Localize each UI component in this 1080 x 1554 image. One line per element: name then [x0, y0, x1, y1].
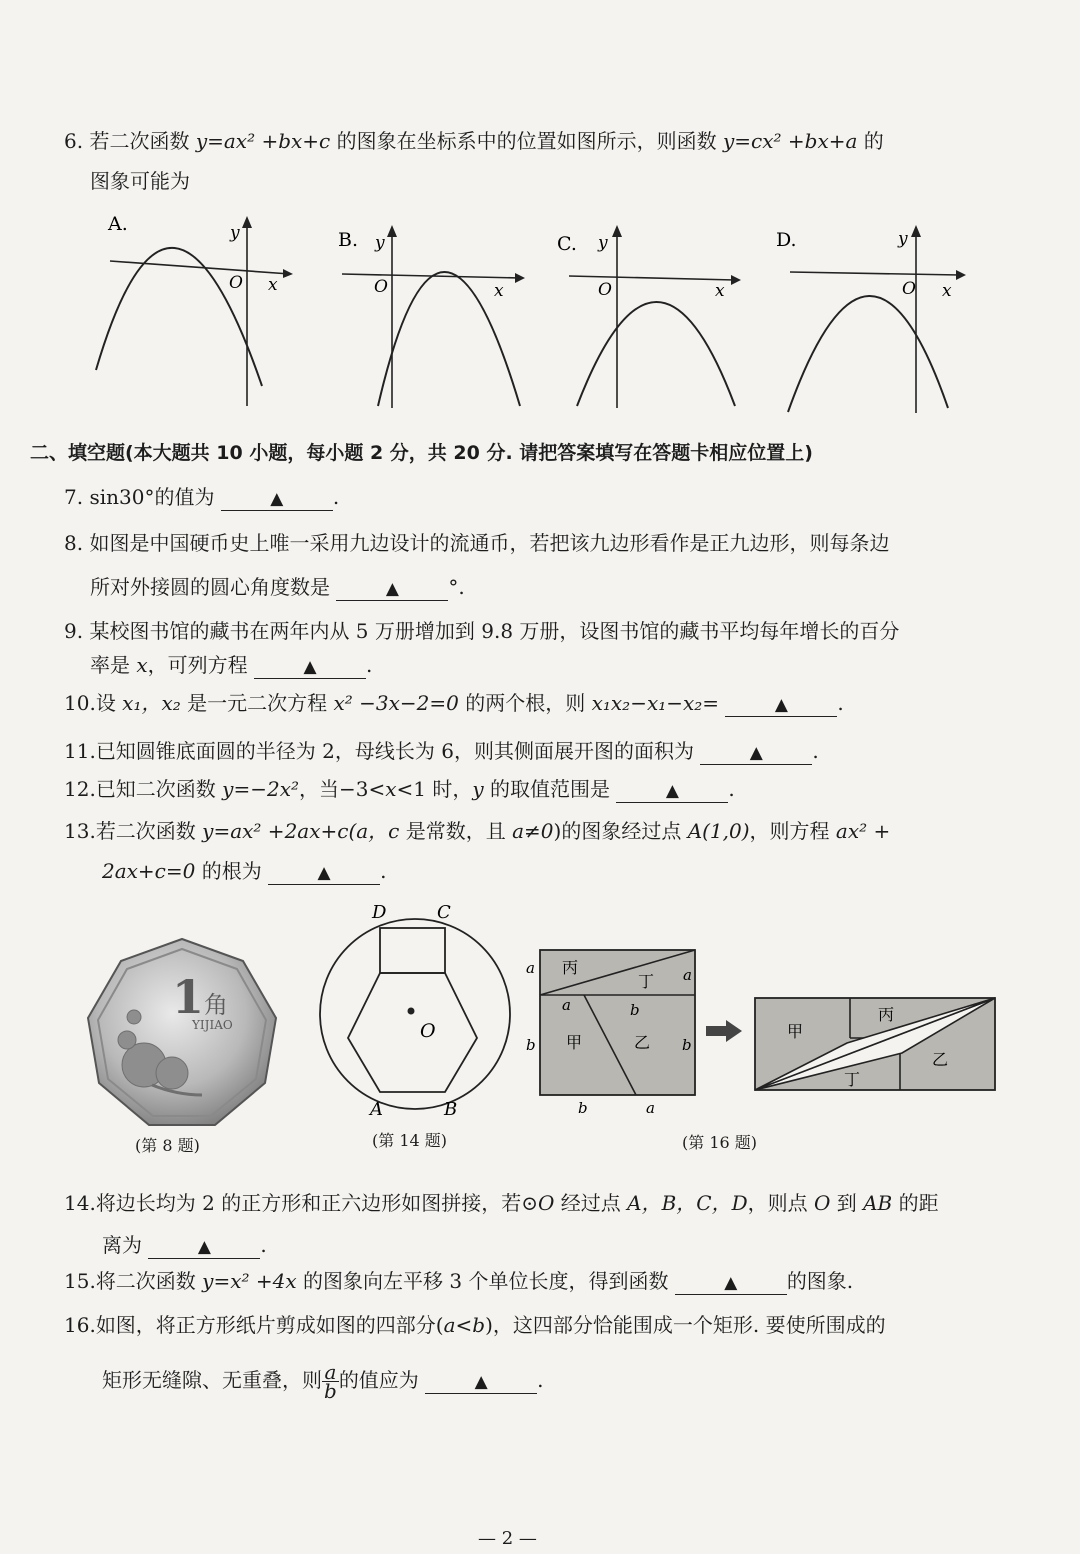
q12-answer-blank[interactable] — [616, 778, 728, 803]
q9-number: 9. — [64, 619, 84, 643]
fig14-circle — [320, 919, 510, 1109]
q14-end: . — [260, 1233, 267, 1257]
q7-number: 7. — [64, 485, 84, 509]
fig16-sq-bing: 丙 — [562, 958, 579, 977]
q13-formula-2: a≠0 — [512, 819, 554, 843]
q11-end: . — [812, 739, 819, 763]
fig16-sq-yi: 乙 — [634, 1033, 651, 1052]
q6-formula-1: y=ax² +bx+c — [195, 129, 331, 153]
fig16-square-diagram — [518, 945, 708, 1120]
q10-end: . — [837, 691, 844, 715]
q12-end: . — [728, 777, 735, 801]
q6-line2 — [90, 168, 190, 194]
q7-end: . — [332, 485, 340, 509]
q7-text: sin30°的值为 — [89, 485, 215, 509]
q9-text-b: ，可列方程 — [147, 653, 248, 677]
fig14-label-d: D — [372, 902, 387, 923]
q13-line2 — [102, 858, 386, 885]
q13-formula-3: A(1,0) — [687, 819, 750, 843]
q12-text-c: <1 时， — [396, 777, 473, 801]
q16-text-line2a: 矩形无缝隙、无重叠，则 — [102, 1368, 322, 1392]
q8-text-line1: 如图是中国硬币史上唯一采用九边设计的流通币，若把该九边形看作是正九边形，则每条边 — [89, 531, 890, 555]
q6-a-y-label: y — [230, 223, 240, 243]
q16-fraction — [322, 1360, 339, 1403]
q14-text-b: 经过点 — [554, 1191, 628, 1215]
fig14-label-a: A — [370, 1099, 383, 1120]
q6-b-y-label: y — [375, 233, 385, 253]
fig14-center-point — [408, 1008, 415, 1015]
fig14-caption: (第 14 题) — [372, 1131, 448, 1150]
fig16-sq-b-bottom: b — [578, 1099, 588, 1117]
q13-text-c: )的图象经过点 — [553, 819, 688, 843]
q6-text-a: 若二次函数 — [89, 129, 196, 153]
q16-condition: a<b — [443, 1313, 486, 1337]
fig16-sq-jia: 甲 — [566, 1033, 583, 1052]
q9-line2 — [90, 652, 372, 679]
q13-line1 — [64, 818, 890, 844]
fig16-sq-b-left: b — [526, 1036, 536, 1054]
q7-answer-blank[interactable] — [221, 486, 333, 511]
q6-text-c: 的 — [857, 129, 884, 153]
q13-formula-1: y=ax² +2ax+c(a，c — [202, 819, 400, 843]
q16-blank-marker: ▲ — [474, 1372, 488, 1392]
q8-number: 8. — [64, 531, 84, 555]
q15-text-b: 的图象向左平移 3 个单位长度，得到函数 — [296, 1269, 669, 1293]
q9-text-a: 率是 — [90, 653, 137, 677]
q6-c-y-label: y — [598, 233, 608, 253]
q11 — [64, 738, 819, 765]
q16-fraction-numerator: a — [322, 1363, 339, 1382]
q11-answer-blank[interactable] — [700, 740, 812, 765]
q8-line1 — [64, 530, 889, 556]
fig16-sq-a-mid: a — [562, 996, 571, 1014]
q12-formula-3: y — [472, 777, 484, 801]
q12-formula-2: x — [385, 777, 397, 801]
q15-blank-marker: ▲ — [724, 1273, 738, 1293]
fig16-caption: (第 16 题) — [682, 1133, 758, 1152]
q12-text-d: 的取值范围是 — [483, 777, 611, 801]
fig14-diagram — [318, 900, 518, 1125]
q6-option-a-label: A. — [108, 213, 128, 235]
q13-number: 13. — [64, 819, 96, 843]
q14-points: A，B，C，D — [627, 1191, 748, 1215]
fig16-sq-a-right: a — [683, 966, 692, 984]
q9-line1 — [64, 618, 899, 644]
fig16-rect-jia: 甲 — [787, 1022, 804, 1041]
q9-answer-blank[interactable] — [254, 654, 366, 679]
q12-text-a: 已知二次函数 — [95, 777, 223, 801]
q6-option-d-graph — [770, 208, 980, 418]
q6-option-b-graph — [330, 208, 540, 413]
fig8-caption: (第 8 题) — [135, 1136, 200, 1155]
q6-text-b: 的图象在坐标系中的位置如图所示，则函数 — [330, 129, 723, 153]
q15-text-c: 的图象. — [786, 1269, 854, 1293]
q13-text-a: 若二次函数 — [95, 819, 203, 843]
fig16-sq-b-right: b — [682, 1036, 692, 1054]
q14-ab: AB — [863, 1191, 893, 1215]
fig14-square — [380, 928, 445, 973]
fig14-label-c: C — [437, 902, 451, 923]
q11-number: 11. — [64, 739, 96, 763]
q16-end: . — [537, 1368, 544, 1392]
q6-formula-2: y=cx² +bx+a — [722, 129, 858, 153]
q16-text-line2b: 的值应为 — [338, 1368, 419, 1392]
q14-blank-marker: ▲ — [197, 1237, 211, 1257]
q14-o: O — [538, 1191, 555, 1215]
q16-text-a: 如图，将正方形纸片剪成如图的四部分( — [95, 1313, 444, 1337]
q14-text-line2: 离为 — [102, 1233, 142, 1257]
q8-end: °. — [448, 575, 465, 599]
q14-o2: O — [813, 1191, 831, 1215]
q6-c-origin: O — [598, 280, 612, 300]
q10-blank-marker: ▲ — [774, 695, 788, 715]
q9-end: . — [366, 653, 373, 677]
fig16-sq-a-left: a — [526, 959, 535, 977]
coin-nonagon — [88, 939, 276, 1125]
q9-text-line1: 某校图书馆的藏书在两年内从 5 万册增加到 9.8 万册，设图书馆的藏书平均每年增长的百分 — [89, 619, 900, 643]
q14-line1 — [64, 1190, 939, 1216]
coin-unit: 角 — [204, 991, 228, 1019]
coin-pinyin: YIJIAO — [192, 1018, 233, 1032]
q13-blank-marker: ▲ — [317, 863, 331, 883]
q15-answer-blank[interactable] — [675, 1270, 787, 1295]
q13-text-d: ，则方程 — [749, 819, 836, 843]
q6-option-c-graph — [555, 208, 755, 413]
q13-end: . — [380, 859, 387, 883]
fig14-label-o: O — [420, 1020, 436, 1042]
q10-answer-blank[interactable] — [725, 692, 837, 717]
q13-formula-4: ax² + — [835, 819, 891, 843]
q15-number: 15. — [64, 1269, 96, 1293]
q13-formula-5: 2ax+c=0 — [102, 859, 196, 883]
fig16-sq-a-bottom: a — [646, 1099, 655, 1117]
fig16-sq-ding: 丁 — [638, 972, 655, 991]
q14-text-c: ，则点 — [747, 1191, 814, 1215]
q9-var: x — [136, 653, 148, 677]
q16-line2 — [102, 1360, 544, 1403]
q15 — [64, 1268, 853, 1295]
fig14-hexagon — [348, 973, 477, 1092]
q8-answer-blank[interactable] — [336, 576, 448, 601]
q16-line1 — [64, 1312, 886, 1338]
q6-option-b-label: B. — [338, 229, 359, 251]
section2-heading — [30, 440, 813, 466]
q8-text-line2: 所对外接圆的圆心角度数是 — [90, 575, 330, 599]
q10-text-b: 是一元二次方程 — [180, 691, 334, 715]
q16-number: 16. — [64, 1313, 96, 1337]
q6-b-x-label: x — [494, 281, 504, 301]
q9-blank-marker: ▲ — [303, 657, 317, 677]
fig16-sq-b-mid: b — [630, 1001, 640, 1019]
q10-text-a: 设 — [95, 691, 123, 715]
q12-number: 12. — [64, 777, 96, 801]
q14-answer-blank[interactable] — [148, 1234, 260, 1259]
q16-fraction-denominator: b — [324, 1379, 337, 1403]
q7 — [64, 484, 339, 511]
q16-answer-blank[interactable] — [425, 1369, 537, 1394]
q6-text-line2: 图象可能为 — [90, 169, 190, 193]
fig16-rect-ding: 丁 — [844, 1070, 861, 1089]
q7-blank-marker: ▲ — [270, 489, 284, 509]
q10-formula-1: x₁，x₂ — [122, 691, 181, 715]
q14-text-d: 到 — [830, 1191, 864, 1215]
q8-line2 — [90, 574, 465, 601]
page-number: — 2 — — [478, 1528, 537, 1549]
q6-line1 — [64, 128, 884, 154]
q6-b-origin: O — [374, 277, 388, 297]
q14-text-e: 的距 — [892, 1191, 939, 1215]
q6-option-d-label: D. — [776, 229, 797, 251]
q8-blank-marker: ▲ — [385, 579, 399, 599]
q10-text-c: 的两个根，则 — [458, 691, 592, 715]
section2-heading-text: 二、填空题(本大题共 10 小题，每小题 2 分，共 20 分. 请把答案填写在答题卡相应位置上) — [30, 442, 813, 464]
q15-formula-1: y=x² +4x — [202, 1269, 297, 1293]
q6-d-y-label: y — [898, 229, 908, 249]
q12-blank-marker: ▲ — [665, 781, 679, 801]
q6-d-origin: O — [902, 279, 916, 299]
q13-answer-blank[interactable] — [268, 860, 380, 885]
q14-line2 — [102, 1232, 267, 1259]
q12 — [64, 776, 735, 803]
q10-formula-2: x² −3x−2=0 — [333, 691, 459, 715]
q16-text-b: )，这四部分恰能围成一个矩形. 要使所围成的 — [485, 1313, 886, 1337]
fig16-rect-yi: 乙 — [932, 1050, 949, 1069]
q10 — [64, 690, 844, 717]
q10-number: 10. — [64, 691, 96, 715]
q11-blank-marker: ▲ — [749, 743, 763, 763]
fig16-rectangle-diagram — [752, 995, 1000, 1095]
q15-text-a: 将二次函数 — [95, 1269, 203, 1293]
coin-figure — [82, 935, 282, 1135]
q6-d-x-label: x — [942, 281, 952, 301]
q13-text-b: 是常数，且 — [399, 819, 513, 843]
q6-a-x-label: x — [268, 275, 278, 295]
fig16-arrow-icon — [704, 1018, 744, 1044]
fig16-rect-bing: 丙 — [878, 1005, 895, 1024]
q11-text: 已知圆锥底面圆的半径为 2，母线长为 6，则其侧面展开图的面积为 — [95, 739, 694, 763]
q14-text-a: 将边长均为 2 的正方形和正六边形如图拼接，若⊙ — [95, 1191, 539, 1215]
q6-a-origin: O — [229, 273, 243, 293]
q6-number: 6. — [64, 129, 84, 153]
q6-option-c-label: C. — [557, 233, 577, 255]
q12-formula-1: y=−2x² — [222, 777, 300, 801]
q13-text-line2: 的根为 — [195, 859, 262, 883]
q12-text-b: ，当−3< — [299, 777, 386, 801]
coin-value: 1 — [172, 970, 205, 1024]
q6-c-x-label: x — [715, 281, 725, 301]
q14-number: 14. — [64, 1191, 96, 1215]
q6-option-a-graph — [90, 208, 300, 408]
fig14-label-b: B — [444, 1099, 458, 1120]
q10-formula-3: x₁x₂−x₁−x₂= — [591, 691, 720, 715]
